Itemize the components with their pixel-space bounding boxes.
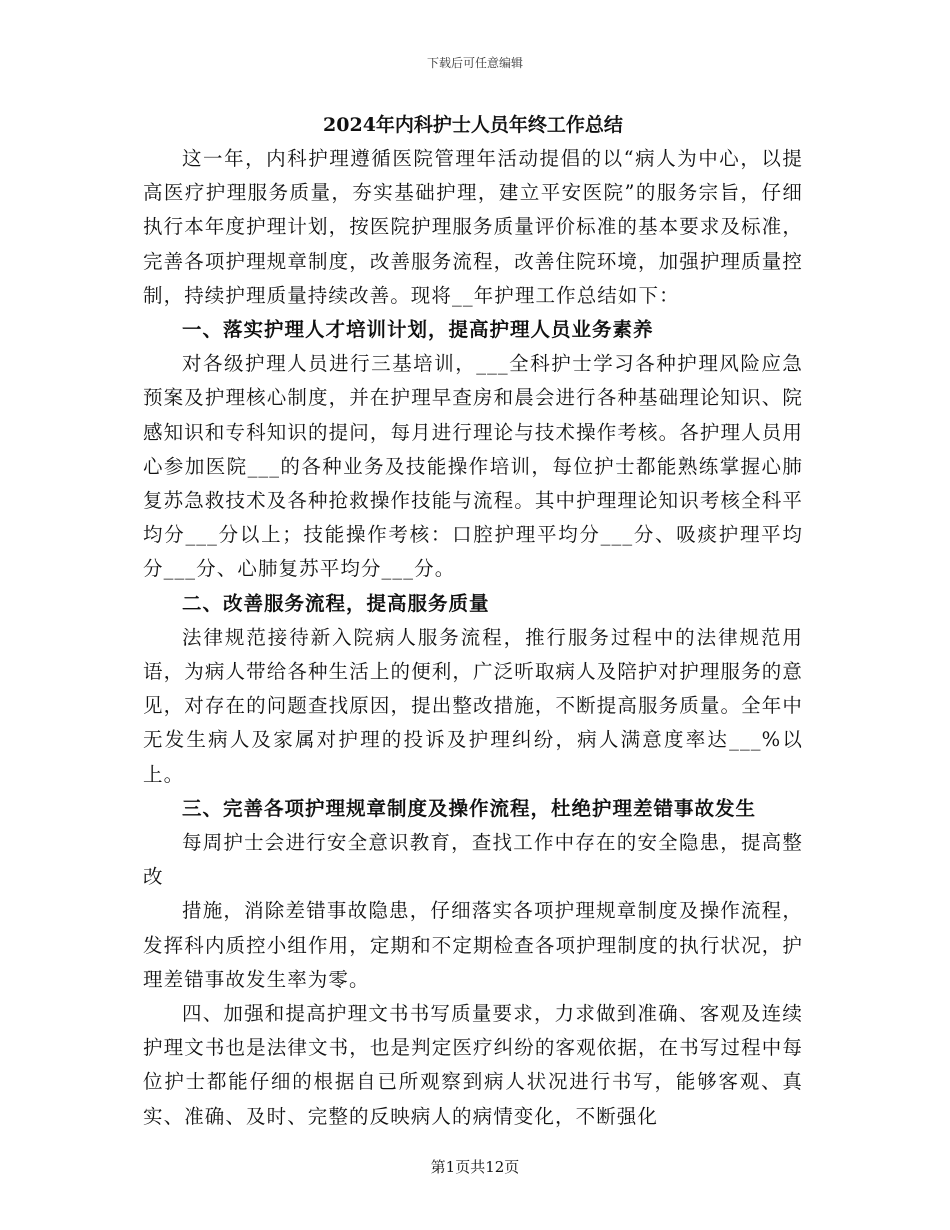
page-number: 第1页共12页 — [430, 1158, 520, 1176]
header-note: 下载后可任意编辑 — [426, 56, 523, 70]
section-heading-2: 二、改善服务流程，提高服务质量 — [182, 591, 490, 615]
intro-paragraph: 这一年，内科护理遵循医院管理年活动提倡的以“病人为中心，以提高医疗护理服务质量，夯实基础护理，建立平安医院”的服务宗旨，仔细执行本年度护理计划，按医院护理服务质量评价标准的基本要求及标准，完善各项护理规章制度，改善服务流程，改善住院环境，加强护理质量控制，持续护理质量持续改善。现将__年护理工作总结如下： — [143, 147, 803, 307]
section-1-paragraph: 对各级护理人员进行三基培训，___全科护士学习各种护理风险应急预案及护理核心制度，并在护理早查房和晨会进行各种基础理论知识、院感知识和专科知识的提问，每月进行理论与技术操作考核。各护理人员用心参加医院___的各种业务及技能操作培训，每位护士都能熟练掌握心肺复苏急救技术及各种抢救操作技能与流程。其中护理理论知识考核全科平均分___分以上；技能操作考核：口腔护理平均分___分、吸痰护理平均分___分、心肺复苏平均分___分。 — [143, 352, 803, 581]
section-4-paragraph: 四、加强和提高护理文书书写质量要求，力求做到准确、客观及连续护理文书也是法律文书，也是判定医疗纠纷的客观依据，在书写过程中每位护士都能仔细的根据自已所观察到病人状况进行书写，能够客观、真实、准确、及时、完整的反映病人的病情变化，不断强化 — [143, 1002, 803, 1128]
section-heading-3: 三、完善各项护理规章制度及操作流程，杜绝护理差错事故发生 — [182, 796, 757, 820]
section-2-paragraph: 法律规范接待新入院病人服务流程，推行服务过程中的法律规范用语，为病人带给各种生活上的便利，广泛听取病人及陪护对护理服务的意见，对存在的问题查找原因，提出整改措施，不断提高服务质量。全年中无发生病人及家属对护理的投诉及护理纠纷，病人满意度率达___%以上。 — [143, 625, 803, 786]
document-body — [143, 108, 803, 1134]
section-3-paragraph-a: 每周护士会进行安全意识教育，查找工作中存在的安全隐患，提高整改 — [143, 831, 803, 889]
document-title: 2024年内科护士人员年终工作总结 — [323, 114, 623, 136]
section-heading-1: 一、落实护理人才培训计划，提高护理人员业务素养 — [182, 318, 654, 342]
section-3-paragraph-b: 措施，消除差错事故隐患，仔细落实各项护理规章制度及操作流程，发挥科内质控小组作用，定期和不定期检查各项护理制度的执行状况，护理差错事故发生率为零。 — [143, 899, 803, 991]
